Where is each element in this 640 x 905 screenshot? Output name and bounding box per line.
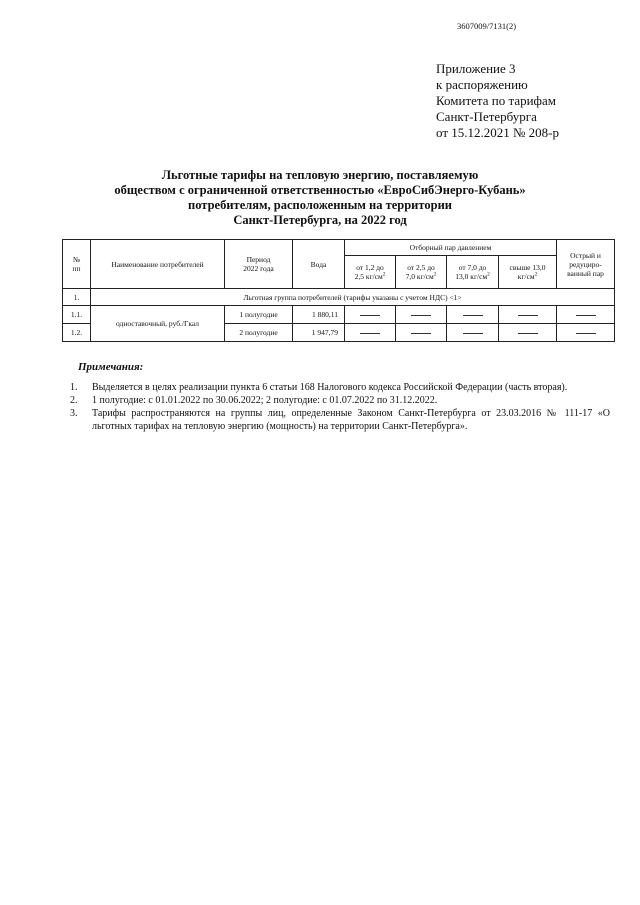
empty-cell-dash bbox=[345, 324, 396, 342]
note-item bbox=[70, 394, 610, 407]
header-pressure-4: свыше 13,0 $кг/см^2$ bbox=[499, 256, 557, 289]
table-row bbox=[63, 306, 615, 324]
empty-cell-dash bbox=[499, 324, 557, 342]
empty-cell-dash bbox=[447, 324, 499, 342]
row-period: 1 полугодие bbox=[225, 306, 293, 324]
row-water-tariff: 1 880,11 bbox=[293, 306, 345, 324]
empty-cell-dash bbox=[345, 306, 396, 324]
row-number: 1.1. bbox=[63, 306, 91, 324]
table-group-row bbox=[63, 289, 615, 306]
note-number: 3. bbox=[70, 408, 78, 419]
appendix-block bbox=[436, 61, 559, 141]
appendix-line: Комитета по тарифам bbox=[436, 93, 556, 108]
appendix-line: Приложение 3 bbox=[436, 61, 516, 76]
note-item bbox=[70, 381, 610, 394]
note-text: 1 полугодие: с 01.01.2022 по 30.06.2022; 2 полугодие: с 01.07.2022 по 31.12.2022. bbox=[92, 395, 438, 406]
document-title bbox=[0, 168, 640, 228]
header-steam-group: Отборный пар давлением bbox=[345, 240, 557, 256]
header-consumer: Наименование потребителей bbox=[91, 240, 225, 289]
empty-cell-dash bbox=[396, 324, 447, 342]
group-number: 1. bbox=[63, 289, 91, 306]
note-item bbox=[70, 407, 610, 433]
title-line: Льготные тарифы на тепловую энергию, поставляемую bbox=[161, 168, 479, 182]
note-number: 2. bbox=[70, 395, 78, 406]
consumer-label: одноставочный, руб./Гкал bbox=[91, 306, 225, 342]
group-label: Льготная группа потребителей (тарифы указаны с учетом НДС) <1> bbox=[91, 289, 615, 306]
appendix-line: Санкт-Петербурга bbox=[436, 109, 537, 124]
row-number: 1.2. bbox=[63, 324, 91, 342]
empty-cell-dash bbox=[447, 306, 499, 324]
header-period: Период 2022 года bbox=[225, 240, 293, 289]
note-text: Выделяется в целях реализации пункта 6 статьи 168 Налогового кодекса Российской Федерации (часть вторая). bbox=[92, 382, 568, 393]
appendix-line: от 15.12.2021 № 208-р bbox=[436, 125, 559, 140]
header-sharp-steam: Острый и редуциро- ванный пар bbox=[557, 240, 615, 289]
empty-cell-dash bbox=[499, 306, 557, 324]
empty-cell-dash bbox=[557, 324, 615, 342]
header-pressure-2: от 2,5 до 7,0 $кг/см^2$ bbox=[396, 256, 447, 289]
header-pressure-3: от 7,0 до 13,0 $кг/см^2$ bbox=[447, 256, 499, 289]
title-line: обществом с ограниченной ответственностью «ЕвроСибЭнерго-Кубань» bbox=[114, 183, 526, 197]
appendix-line: к распоряжению bbox=[436, 77, 528, 92]
title-line: потребителям, расположенным на территории bbox=[188, 198, 452, 212]
notes-title: Примечания: bbox=[78, 361, 144, 373]
notes-list bbox=[70, 381, 610, 433]
note-text: Тарифы распространяются на группы лиц, определенные Законом Санкт-Петербурга от 23.03.2016 № 111-17 «О льготных тарифах на тепловую энергию (мощность) на территории Санкт-Петербурга». bbox=[92, 408, 610, 432]
title-line: Санкт-Петербурга, на 2022 год bbox=[233, 213, 407, 227]
header-number: № пп bbox=[63, 240, 91, 289]
header-pressure-1: от 1,2 до 2,5 $кг/см^2$ bbox=[345, 256, 396, 289]
document-code: 3607009/7131(2) bbox=[457, 21, 517, 31]
header-water: Вода bbox=[293, 240, 345, 289]
tariff-table bbox=[62, 239, 615, 342]
row-water-tariff: 1 947,79 bbox=[293, 324, 345, 342]
empty-cell-dash bbox=[396, 306, 447, 324]
note-number: 1. bbox=[70, 382, 78, 393]
row-period: 2 полугодие bbox=[225, 324, 293, 342]
empty-cell-dash bbox=[557, 306, 615, 324]
